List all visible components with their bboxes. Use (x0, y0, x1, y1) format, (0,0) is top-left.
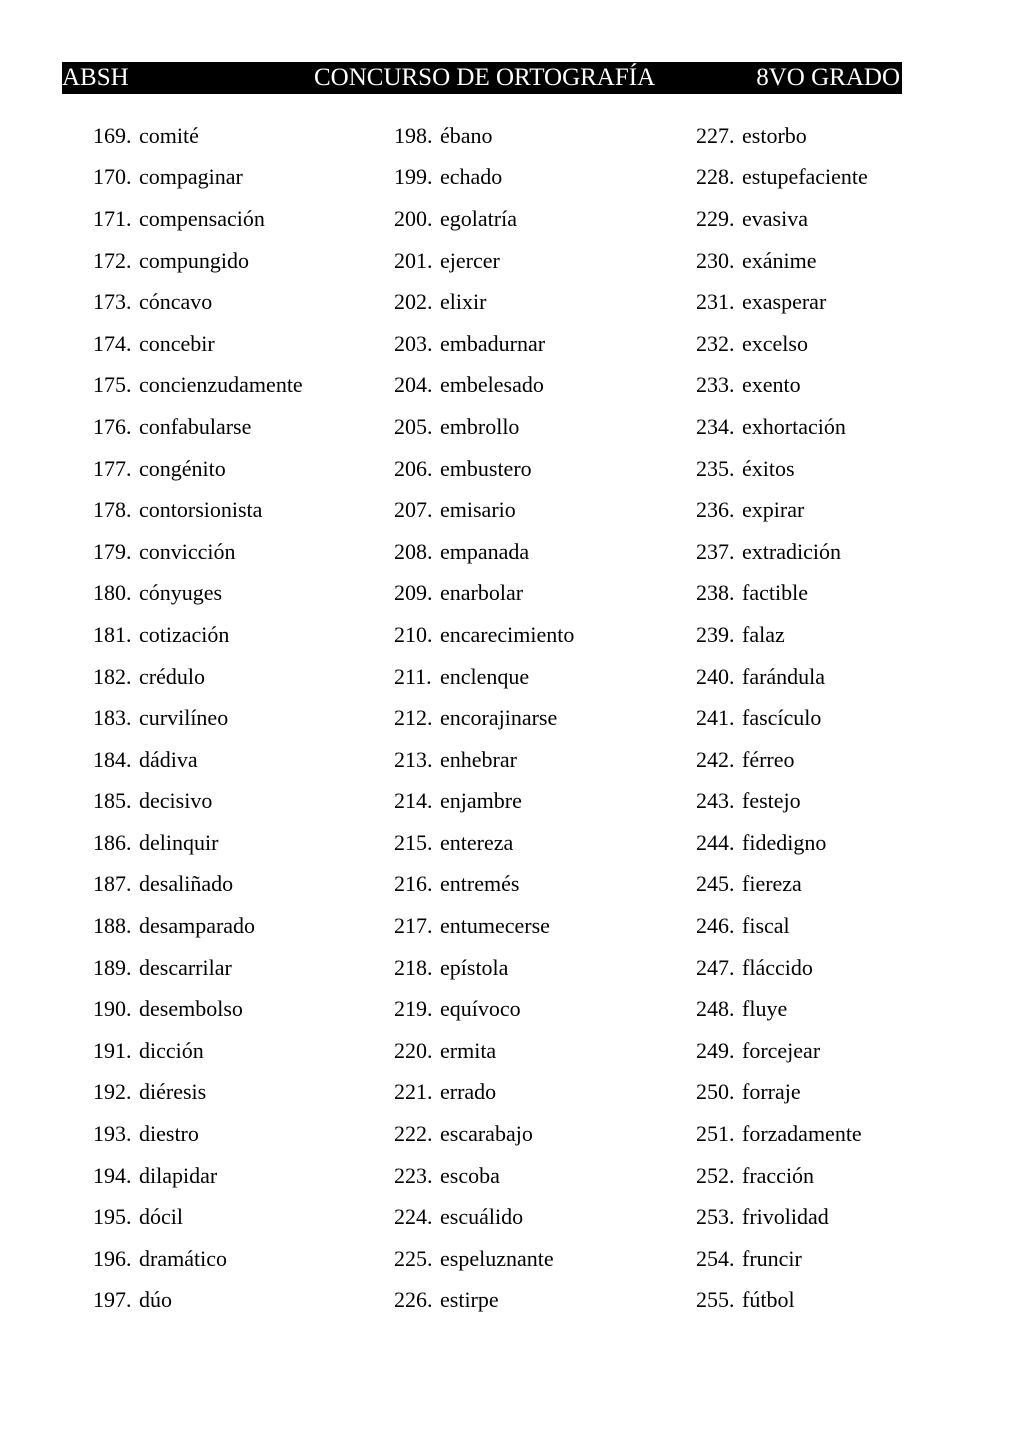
item-word: espeluznante (440, 1245, 554, 1271)
item-number: 173. (93, 289, 132, 315)
item-word: entereza (440, 829, 514, 855)
list-item (696, 240, 996, 282)
item-word: concienzudamente (139, 372, 303, 398)
item-number: 200. (394, 205, 433, 231)
list-item (93, 947, 393, 989)
item-number: 220. (394, 1037, 433, 1063)
list-item (93, 1030, 393, 1072)
item-number: 208. (394, 538, 433, 564)
item-number: 188. (93, 913, 132, 939)
item-word: estirpe (440, 1287, 499, 1313)
item-word: errado (440, 1079, 497, 1105)
item-word: férreo (742, 746, 795, 772)
item-number: 229. (696, 205, 735, 231)
item-word: diestro (139, 1121, 199, 1147)
word-column-3 (696, 115, 996, 1321)
item-number: 175. (93, 372, 132, 398)
item-word: dicción (139, 1037, 204, 1063)
item-word: éxitos (742, 455, 795, 481)
item-number: 184. (93, 746, 132, 772)
item-number: 224. (394, 1204, 433, 1230)
list-item (93, 864, 393, 906)
list-item (394, 448, 694, 490)
item-word: forraje (742, 1079, 801, 1105)
item-word: falaz (742, 621, 785, 647)
list-item (93, 1113, 393, 1155)
list-item (696, 1030, 996, 1072)
item-word: evasiva (742, 205, 808, 231)
item-number: 238. (696, 580, 735, 606)
item-word: fidedigno (742, 829, 827, 855)
list-item (696, 947, 996, 989)
item-word: enjambre (440, 788, 522, 814)
item-word: estorbo (742, 122, 807, 148)
list-item (394, 988, 694, 1030)
list-item (696, 157, 996, 199)
item-number: 232. (696, 330, 735, 356)
item-number: 181. (93, 621, 132, 647)
item-number: 210. (394, 621, 433, 647)
item-number: 241. (696, 705, 735, 731)
item-number: 233. (696, 372, 735, 398)
item-number: 216. (394, 871, 433, 897)
item-number: 179. (93, 538, 132, 564)
item-number: 180. (93, 580, 132, 606)
list-item (394, 1280, 694, 1322)
item-word: descarrilar (139, 954, 232, 980)
word-column-2 (394, 115, 694, 1321)
item-word: cóncavo (139, 289, 213, 315)
list-item (93, 697, 393, 739)
list-item (696, 1072, 996, 1114)
list-item (93, 1155, 393, 1197)
list-item (93, 656, 393, 698)
item-word: desembolso (139, 996, 243, 1022)
list-item (394, 157, 694, 199)
item-number: 195. (93, 1204, 132, 1230)
item-number: 191. (93, 1037, 132, 1063)
item-word: elixir (440, 289, 487, 315)
item-number: 201. (394, 247, 433, 273)
list-item (696, 905, 996, 947)
list-item (696, 656, 996, 698)
item-number: 214. (394, 788, 433, 814)
item-word: dilapidar (139, 1162, 218, 1188)
item-number: 178. (93, 497, 132, 523)
item-word: compaginar (139, 164, 243, 190)
item-number: 240. (696, 663, 735, 689)
item-number: 248. (696, 996, 735, 1022)
item-number: 169. (93, 122, 132, 148)
list-item (696, 115, 996, 157)
item-word: forcejear (742, 1037, 821, 1063)
list-item (93, 781, 393, 823)
item-word: egolatría (440, 205, 517, 231)
item-word: confabularse (139, 413, 252, 439)
list-item (394, 697, 694, 739)
item-number: 218. (394, 954, 433, 980)
item-word: diéresis (139, 1079, 207, 1105)
item-number: 185. (93, 788, 132, 814)
list-item (394, 1155, 694, 1197)
item-word: empanada (440, 538, 530, 564)
item-word: fluye (742, 996, 788, 1022)
item-word: exánime (742, 247, 817, 273)
item-word: decisivo (139, 788, 213, 814)
item-number: 221. (394, 1079, 433, 1105)
item-number: 228. (696, 164, 735, 190)
list-item (394, 198, 694, 240)
item-word: crédulo (139, 663, 205, 689)
list-item (696, 1113, 996, 1155)
list-item (394, 822, 694, 864)
item-word: fracción (742, 1162, 815, 1188)
item-number: 249. (696, 1037, 735, 1063)
list-item (93, 614, 393, 656)
list-item (696, 781, 996, 823)
item-word: entremés (440, 871, 520, 897)
item-word: encarecimiento (440, 621, 575, 647)
item-number: 223. (394, 1162, 433, 1188)
list-item (696, 697, 996, 739)
item-number: 255. (696, 1287, 735, 1313)
item-number: 239. (696, 621, 735, 647)
item-word: enhebrar (440, 746, 517, 772)
list-item (696, 988, 996, 1030)
list-item (93, 365, 393, 407)
list-item (394, 573, 694, 615)
list-item (394, 365, 694, 407)
item-word: factible (742, 580, 808, 606)
item-number: 235. (696, 455, 735, 481)
item-word: cónyuges (139, 580, 223, 606)
item-word: estupefaciente (742, 164, 868, 190)
item-word: epístola (440, 954, 509, 980)
list-item (394, 489, 694, 531)
list-item (93, 157, 393, 199)
list-item (394, 281, 694, 323)
list-item (93, 531, 393, 573)
list-item (394, 1030, 694, 1072)
item-word: embadurnar (440, 330, 546, 356)
list-item (93, 406, 393, 448)
item-number: 182. (93, 663, 132, 689)
header-grade: 8VO GRADO (756, 64, 900, 91)
item-word: emisario (440, 497, 516, 523)
item-word: encorajinarse (440, 705, 558, 731)
item-number: 245. (696, 871, 735, 897)
list-item (93, 448, 393, 490)
item-number: 252. (696, 1162, 735, 1188)
item-word: enclenque (440, 663, 530, 689)
item-number: 211. (394, 663, 432, 689)
item-word: compungido (139, 247, 249, 273)
item-number: 230. (696, 247, 735, 273)
item-number: 206. (394, 455, 433, 481)
header-title: CONCURSO DE ORTOGRAFÍA (314, 64, 656, 91)
item-number: 170. (93, 164, 132, 190)
item-number: 171. (93, 205, 132, 231)
item-number: 243. (696, 788, 735, 814)
item-word: escuálido (440, 1204, 524, 1230)
item-number: 225. (394, 1245, 433, 1271)
list-item (394, 406, 694, 448)
list-item (93, 1196, 393, 1238)
item-word: frivolidad (742, 1204, 829, 1230)
list-item (394, 115, 694, 157)
item-number: 226. (394, 1287, 433, 1313)
list-item (696, 323, 996, 365)
item-word: concebir (139, 330, 215, 356)
list-item (394, 905, 694, 947)
list-item (696, 573, 996, 615)
list-item (93, 281, 393, 323)
item-number: 176. (93, 413, 132, 439)
list-item (696, 739, 996, 781)
item-number: 237. (696, 538, 735, 564)
item-number: 250. (696, 1079, 735, 1105)
item-word: fruncir (742, 1245, 802, 1271)
list-item (394, 781, 694, 823)
list-item (93, 1238, 393, 1280)
item-word: equívoco (440, 996, 521, 1022)
list-item (394, 1196, 694, 1238)
item-word: exhortación (742, 413, 846, 439)
item-number: 202. (394, 289, 433, 315)
list-item (696, 365, 996, 407)
list-item (394, 240, 694, 282)
item-number: 186. (93, 829, 132, 855)
list-item (93, 323, 393, 365)
header-bar (62, 62, 902, 94)
item-number: 205. (394, 413, 433, 439)
item-word: congénito (139, 455, 226, 481)
list-item (696, 406, 996, 448)
item-number: 222. (394, 1121, 433, 1147)
item-number: 194. (93, 1162, 132, 1188)
list-item (696, 864, 996, 906)
item-number: 215. (394, 829, 433, 855)
item-number: 196. (93, 1245, 132, 1271)
item-word: fútbol (742, 1287, 795, 1313)
item-number: 207. (394, 497, 433, 523)
item-word: desamparado (139, 913, 256, 939)
item-number: 231. (696, 289, 735, 315)
item-number: 227. (696, 122, 735, 148)
item-number: 234. (696, 413, 735, 439)
item-word: forzadamente (742, 1121, 862, 1147)
item-number: 246. (696, 913, 735, 939)
item-word: exasperar (742, 289, 827, 315)
item-word: fláccido (742, 954, 813, 980)
list-item (394, 739, 694, 781)
item-word: embustero (440, 455, 532, 481)
header-school: ABSH (62, 64, 129, 91)
item-number: 247. (696, 954, 735, 980)
list-item (394, 1072, 694, 1114)
list-item (696, 1280, 996, 1322)
item-number: 242. (696, 746, 735, 772)
item-number: 236. (696, 497, 735, 523)
item-word: dramático (139, 1245, 227, 1271)
list-item (696, 531, 996, 573)
item-word: delinquir (139, 829, 219, 855)
list-item (394, 947, 694, 989)
item-word: echado (440, 164, 503, 190)
list-item (93, 573, 393, 615)
item-word: entumecerse (440, 913, 550, 939)
list-item (394, 323, 694, 365)
list-item (394, 1238, 694, 1280)
item-word: desaliñado (139, 871, 234, 897)
item-number: 193. (93, 1121, 132, 1147)
item-number: 190. (93, 996, 132, 1022)
list-item (394, 864, 694, 906)
item-word: ébano (440, 122, 493, 148)
item-word: escoba (440, 1162, 500, 1188)
list-item (93, 115, 393, 157)
item-number: 251. (696, 1121, 735, 1147)
item-word: contorsionista (139, 497, 263, 523)
item-number: 212. (394, 705, 433, 731)
list-item (394, 1113, 694, 1155)
item-word: excelso (742, 330, 808, 356)
item-word: dádiva (139, 746, 198, 772)
list-item (93, 198, 393, 240)
item-word: expirar (742, 497, 805, 523)
item-word: embelesado (440, 372, 544, 398)
item-word: compensación (139, 205, 265, 231)
item-number: 183. (93, 705, 132, 731)
item-word: fascículo (742, 705, 822, 731)
item-number: 172. (93, 247, 132, 273)
list-item (696, 448, 996, 490)
word-column-1 (93, 115, 393, 1321)
item-number: 213. (394, 746, 433, 772)
item-number: 189. (93, 954, 132, 980)
list-item (93, 905, 393, 947)
item-word: convicción (139, 538, 236, 564)
item-number: 204. (394, 372, 433, 398)
list-item (93, 240, 393, 282)
list-item (696, 1155, 996, 1197)
item-word: exento (742, 372, 801, 398)
item-word: enarbolar (440, 580, 524, 606)
item-word: fiereza (742, 871, 802, 897)
item-word: extradición (742, 538, 841, 564)
item-word: cotización (139, 621, 230, 647)
item-word: farándula (742, 663, 826, 689)
list-item (93, 1072, 393, 1114)
item-word: fiscal (742, 913, 790, 939)
item-number: 199. (394, 164, 433, 190)
list-item (696, 822, 996, 864)
item-word: ermita (440, 1037, 497, 1063)
list-item (696, 198, 996, 240)
item-number: 174. (93, 330, 132, 356)
item-number: 187. (93, 871, 132, 897)
item-number: 198. (394, 122, 433, 148)
item-number: 254. (696, 1245, 735, 1271)
list-item (394, 614, 694, 656)
item-word: curvilíneo (139, 705, 229, 731)
item-number: 192. (93, 1079, 132, 1105)
list-item (93, 822, 393, 864)
item-word: ejercer (440, 247, 500, 273)
item-number: 203. (394, 330, 433, 356)
list-item (93, 489, 393, 531)
item-word: escarabajo (440, 1121, 533, 1147)
item-number: 217. (394, 913, 433, 939)
item-number: 244. (696, 829, 735, 855)
list-item (93, 1280, 393, 1322)
item-number: 197. (93, 1287, 132, 1313)
list-item (394, 656, 694, 698)
item-number: 209. (394, 580, 433, 606)
list-item (696, 614, 996, 656)
list-item (696, 1238, 996, 1280)
item-word: dócil (139, 1204, 183, 1230)
item-word: festejo (742, 788, 801, 814)
item-word: dúo (139, 1287, 172, 1313)
list-item (394, 531, 694, 573)
item-word: comité (139, 122, 199, 148)
list-item (696, 1196, 996, 1238)
item-number: 177. (93, 455, 132, 481)
list-item (93, 988, 393, 1030)
list-item (696, 489, 996, 531)
list-item (93, 739, 393, 781)
item-word: embrollo (440, 413, 520, 439)
item-number: 253. (696, 1204, 735, 1230)
list-item (696, 281, 996, 323)
item-number: 219. (394, 996, 433, 1022)
